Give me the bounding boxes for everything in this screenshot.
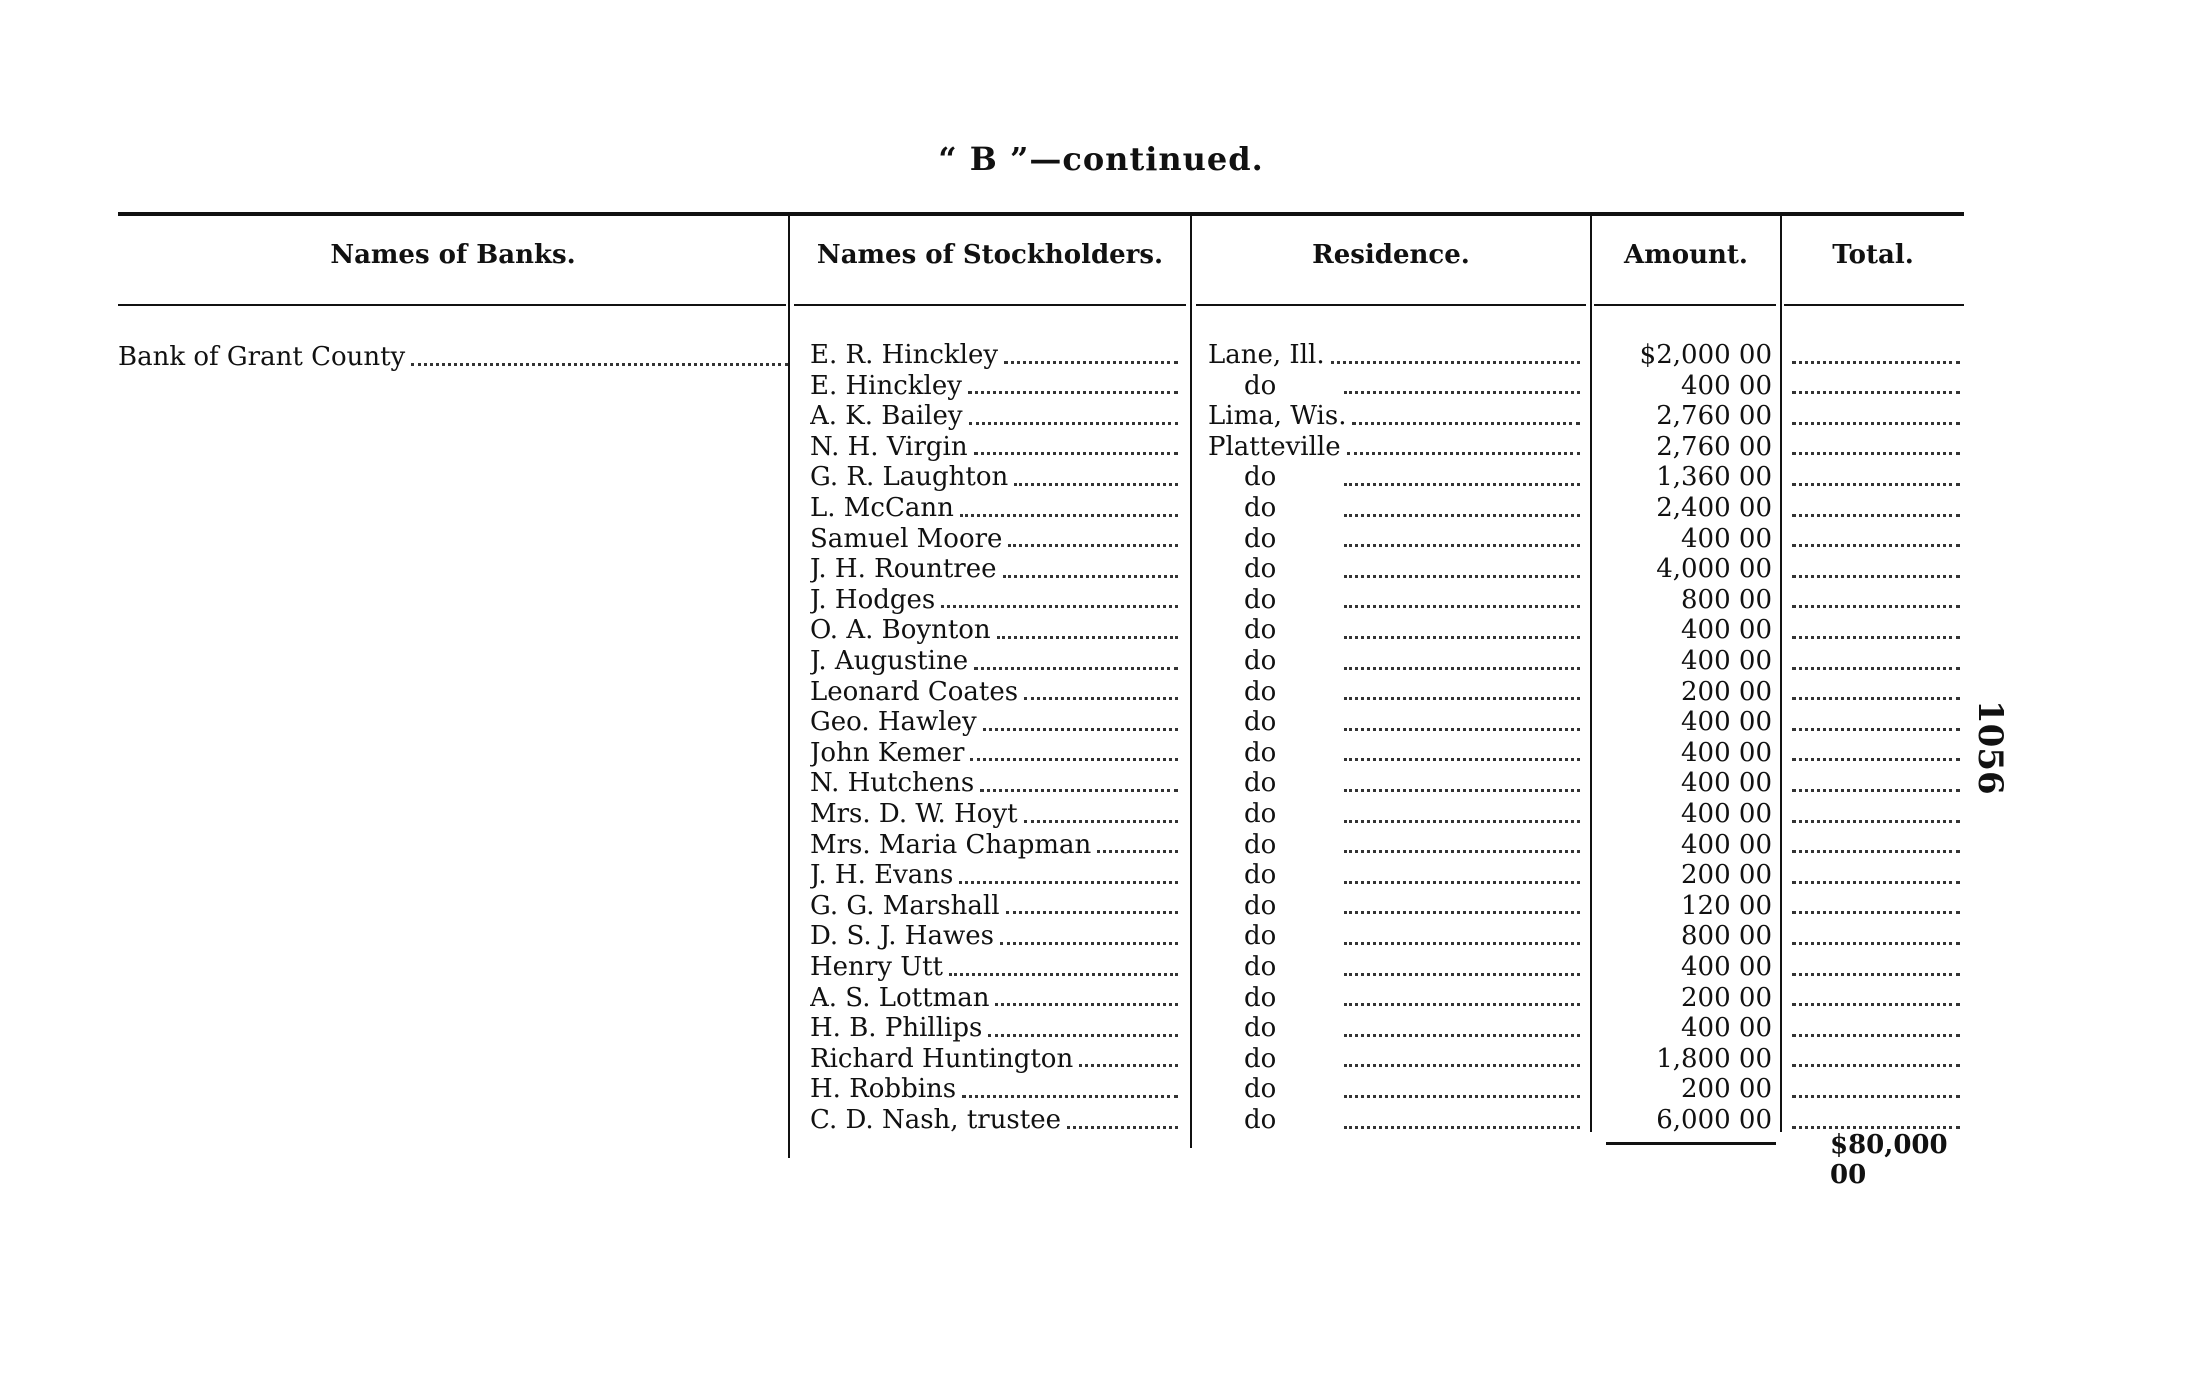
residence-cell [1208,768,1584,798]
total-cell [1792,1074,1964,1104]
stockholder-name-cell [810,677,1182,707]
amount: 400 00 [1681,829,1772,860]
table-row [118,493,1964,523]
leader-dots [1344,1003,1580,1006]
leader-dots [1792,483,1960,486]
residence: do [1244,1074,1277,1105]
leader-dots [974,667,1178,670]
total-cell [1792,401,1964,431]
bank-name: Bank of Grant County [118,342,406,372]
total-cell [1792,524,1964,554]
stockholder-name-cell [810,921,1182,951]
amount: 400 00 [1681,370,1772,401]
stockholder-name: Henry Utt [810,952,943,982]
table-row [118,738,1964,768]
leader-dots [1344,483,1580,486]
stockholder-name: C. D. Nash, trustee [810,1105,1061,1135]
leader-dots [1344,911,1580,914]
table-row [118,799,1964,829]
page-title: “ B ”—continued. [938,140,1264,178]
residence-cell [1208,340,1584,370]
residence-cell [1208,524,1584,554]
header-rule-total [1784,304,1964,306]
table-row [118,401,1964,431]
total-cell [1792,768,1964,798]
stockholder-name: G. G. Marshall [810,890,1000,921]
leader-dots [1344,697,1580,700]
stockholder-name-cell [810,830,1182,860]
leader-dots [1344,514,1580,517]
header-rule-banks [118,304,786,306]
leader-dots [1344,391,1580,394]
total-cell [1792,799,1964,829]
leader-dots [1792,697,1960,700]
stockholder-name-cell [810,524,1182,554]
residence: Platteville [1208,431,1341,462]
residence: do [1244,554,1277,585]
residence-cell [1208,1013,1584,1043]
stockholder-name: E. R. Hinckley [810,340,999,370]
leader-dots [1344,544,1580,547]
amount: 400 00 [1681,799,1772,829]
stockholder-name-cell [810,983,1182,1013]
total-cell [1792,462,1964,492]
table-row [118,432,1964,462]
table-row [118,1105,1964,1135]
leader-dots [1792,911,1960,914]
stockholder-name-cell [810,554,1182,584]
table-row [118,646,1964,676]
leader-dots [1792,1095,1960,1098]
leader-dots [1344,942,1580,945]
leader-dots [1024,697,1178,700]
leader-dots [1792,605,1960,608]
page-number: 1056 [1970,700,2010,795]
residence: do [1244,982,1277,1013]
leader-dots [1792,1126,1960,1129]
leader-dots [1792,881,1960,884]
leader-dots [1344,850,1580,853]
stockholder-name-cell [810,1044,1182,1074]
residence-cell [1208,952,1584,982]
stockholder-name-cell [810,1074,1182,1104]
header-stockholders: Names of Stockholders. [816,240,1164,270]
amount: 400 00 [1681,768,1772,799]
leader-dots [1792,1034,1960,1037]
total-cell [1792,585,1964,615]
table-row [118,891,1964,921]
leader-dots [1792,973,1960,976]
leader-dots [1792,575,1960,578]
table-row [118,830,1964,860]
leader-dots [995,1003,1178,1006]
header-amount: Amount. [1624,240,1748,270]
amount: 800 00 [1681,921,1772,952]
table-row [118,952,1964,982]
stockholder-name-cell [810,432,1182,462]
leader-dots [941,605,1178,608]
leader-dots [960,514,1178,517]
table-row [118,768,1964,798]
amount: 400 00 [1681,615,1772,646]
leader-dots [969,422,1178,425]
stockholder-name-cell [810,707,1182,737]
header-residence: Residence. [1312,240,1470,270]
table-row [118,371,1964,401]
leader-dots [1006,911,1178,914]
amount: 200 00 [1681,1074,1772,1105]
leader-dots [1344,1034,1580,1037]
residence: do [1244,493,1277,523]
leader-dots [959,881,1178,884]
table-row [118,524,1964,554]
leader-dots [1792,820,1960,823]
residence-cell [1208,1105,1584,1135]
leader-dots [1792,667,1960,670]
leader-dots [1792,942,1960,945]
residence-cell [1208,401,1584,431]
stockholder-name: J. H. Rountree [810,554,997,585]
amount: 200 00 [1681,982,1772,1013]
leader-dots [997,636,1178,639]
stockholder-name-cell [810,860,1182,890]
leader-dots [1792,850,1960,853]
total-cell [1792,677,1964,707]
leader-dots [1792,789,1960,792]
residence: do [1244,646,1277,676]
total-cell [1792,983,1964,1013]
leader-dots [988,1034,1178,1037]
leader-dots [1792,514,1960,517]
table-row [118,1013,1964,1043]
leader-dots [949,973,1178,976]
residence: do [1244,799,1277,829]
total-cell [1792,830,1964,860]
table-row [118,585,1964,615]
leader-dots [1024,820,1178,823]
leader-dots [1344,973,1580,976]
total-cell [1792,952,1964,982]
amount: 400 00 [1681,523,1772,554]
table-row [118,677,1964,707]
residence: do [1244,952,1277,982]
leader-dots [1344,1126,1580,1129]
residence-cell [1208,1044,1584,1074]
amount: 120 00 [1681,890,1772,921]
stockholder-name: Leonard Coates [810,676,1019,707]
leader-dots [1792,758,1960,761]
leader-dots [1079,1064,1178,1067]
residence: do [1244,860,1277,891]
amount: 4,000 00 [1656,554,1772,585]
leader-dots [1347,452,1580,455]
stockholder-name-cell [810,1105,1182,1135]
residence: do [1244,676,1277,707]
amount: 1,800 00 [1656,1043,1772,1074]
residence-cell [1208,707,1584,737]
leader-dots [983,728,1178,731]
residence: do [1244,1013,1277,1044]
leader-dots [962,1095,1178,1098]
stockholder-name: A. K. Bailey [810,401,963,432]
total-cell [1792,707,1964,737]
stockholder-name: Samuel Moore [810,523,1003,554]
header-rule-residence [1196,304,1586,306]
residence: do [1244,768,1277,799]
residence: do [1244,584,1277,615]
residence-cell [1208,677,1584,707]
table-top-rule [118,212,1964,216]
amount: 400 00 [1681,737,1772,768]
stockholder-name-cell [810,738,1182,768]
total-cell [1792,738,1964,768]
table-row [118,554,1964,584]
stockholder-name: O. A. Boynton [810,615,991,646]
residence-cell [1208,799,1584,829]
leader-dots [980,789,1178,792]
stockholder-name-cell [810,1013,1182,1043]
stockholder-name: G. R. Laughton [810,462,1009,493]
residence-cell [1208,983,1584,1013]
residence-cell [1208,493,1584,523]
total-cell [1792,1013,1964,1043]
stockholder-name-cell [810,462,1182,492]
leader-dots [970,758,1178,761]
stockholder-name: N. Hutchens [810,768,975,799]
table-row [118,615,1964,645]
leader-dots [1344,605,1580,608]
residence-cell [1208,615,1584,645]
amount-sum-rule [1606,1142,1776,1145]
residence-cell [1208,738,1584,768]
stockholder-name: H. B. Phillips [810,1013,983,1044]
leader-dots [1792,452,1960,455]
stockholder-name: E. Hinckley [810,370,962,401]
table-row [118,1044,1964,1074]
leader-dots [968,391,1178,394]
amount: 1,360 00 [1656,462,1772,493]
residence-cell [1208,554,1584,584]
residence-cell [1208,646,1584,676]
leader-dots [1792,728,1960,731]
stockholder-name: L. McCann [810,493,954,523]
stockholder-name: D. S. J. Hawes [810,921,994,952]
residence-cell [1208,371,1584,401]
amount: 200 00 [1681,676,1772,707]
leader-dots [1344,881,1580,884]
residence: do [1244,1105,1277,1135]
leader-dots [1792,1003,1960,1006]
leader-dots [1067,1126,1178,1129]
leader-dots [1344,789,1580,792]
residence: Lima, Wis. [1208,401,1347,432]
total-cell [1792,432,1964,462]
residence: do [1244,890,1277,921]
leader-dots [1344,636,1580,639]
stockholder-name: H. Robbins [810,1074,957,1105]
residence-cell [1208,921,1584,951]
total-cell [1792,615,1964,645]
amount: 2,760 00 [1656,431,1772,462]
leader-dots [1352,422,1580,425]
residence: do [1244,829,1277,860]
stockholder-name-cell [810,768,1182,798]
total-cell [1792,891,1964,921]
stockholder-name: Richard Huntington [810,1043,1074,1074]
residence: do [1244,462,1277,493]
table-row [118,340,1964,370]
amount: $2,000 00 [1639,340,1772,370]
amount: 400 00 [1681,646,1772,676]
leader-dots [1000,942,1178,945]
leader-dots [1344,1064,1580,1067]
amount: 400 00 [1681,707,1772,738]
table-row [118,860,1964,890]
residence: Lane, Ill. [1208,340,1325,370]
stockholder-name: John Kemer [810,737,965,768]
header-rule-stockholders [794,304,1186,306]
leader-dots [1008,544,1178,547]
stockholder-name: Mrs. Maria Chapman [810,829,1092,860]
stockholder-name: A. S. Lottman [810,982,990,1013]
leader-dots [1097,850,1178,853]
total-cell [1792,554,1964,584]
total-cell [1792,340,1964,370]
table-row [118,983,1964,1013]
residence: do [1244,921,1277,952]
residence: do [1244,1043,1277,1074]
amount: 6,000 00 [1656,1105,1772,1135]
amount: 800 00 [1681,584,1772,615]
grand-total: $80,000 00 [1830,1130,1948,1190]
leader-dots [1344,728,1580,731]
leader-dots [1792,422,1960,425]
header-total: Total. [1832,240,1914,270]
leader-dots [1331,361,1580,364]
table-row [118,707,1964,737]
stockholder-name: N. H. Virgin [810,431,968,462]
residence-cell [1208,891,1584,921]
residence: do [1244,737,1277,768]
stockholder-name-cell [810,493,1182,523]
leader-dots [1344,1095,1580,1098]
total-cell [1792,921,1964,951]
stockholder-name-cell [810,401,1182,431]
amount: 200 00 [1681,860,1772,891]
stockholder-name: Mrs. D. W. Hoyt [810,799,1018,829]
stockholder-name: J. H. Evans [810,860,954,891]
residence-cell [1208,432,1584,462]
stockholder-name-cell [810,371,1182,401]
residence: do [1244,615,1277,646]
amount: 2,400 00 [1656,493,1772,523]
stockholder-name-cell [810,646,1182,676]
total-cell [1792,371,1964,401]
stockholder-name-cell [810,615,1182,645]
header-banks: Names of Banks. [330,240,576,270]
leader-dots [1792,544,1960,547]
leader-dots [1344,667,1580,670]
header-rule-amount [1594,304,1776,306]
total-cell [1792,1044,1964,1074]
table-row [118,921,1964,951]
leader-dots [1014,483,1178,486]
total-cell [1792,493,1964,523]
residence: do [1244,523,1277,554]
stockholder-name: J. Augustine [810,646,969,676]
table-row [118,462,1964,492]
amount: 400 00 [1681,1013,1772,1044]
residence-cell [1208,462,1584,492]
residence: do [1244,707,1277,738]
amount: 400 00 [1681,952,1772,982]
leader-dots [1004,361,1178,364]
residence: do [1244,370,1277,401]
stockholder-name-cell [810,952,1182,982]
stockholder-name-cell [810,891,1182,921]
table-row [118,1074,1964,1104]
residence-cell [1208,860,1584,890]
stockholder-name-cell [810,799,1182,829]
stockholder-name: J. Hodges [810,584,936,615]
leader-dots [1344,575,1580,578]
residence-cell [1208,1074,1584,1104]
stockholder-name-cell [810,585,1182,615]
stockholder-name: Geo. Hawley [810,707,977,738]
leader-dots [1344,820,1580,823]
leader-dots [974,452,1178,455]
residence-cell [1208,585,1584,615]
leader-dots [1792,361,1960,364]
total-cell [1792,860,1964,890]
leader-dots [1792,391,1960,394]
residence-cell [1208,830,1584,860]
total-cell [1792,646,1964,676]
leader-dots [1792,636,1960,639]
amount: 2,760 00 [1656,401,1772,432]
leader-dots [1344,758,1580,761]
leader-dots [1003,575,1178,578]
stockholder-name-cell [810,340,1182,370]
leader-dots [1792,1064,1960,1067]
